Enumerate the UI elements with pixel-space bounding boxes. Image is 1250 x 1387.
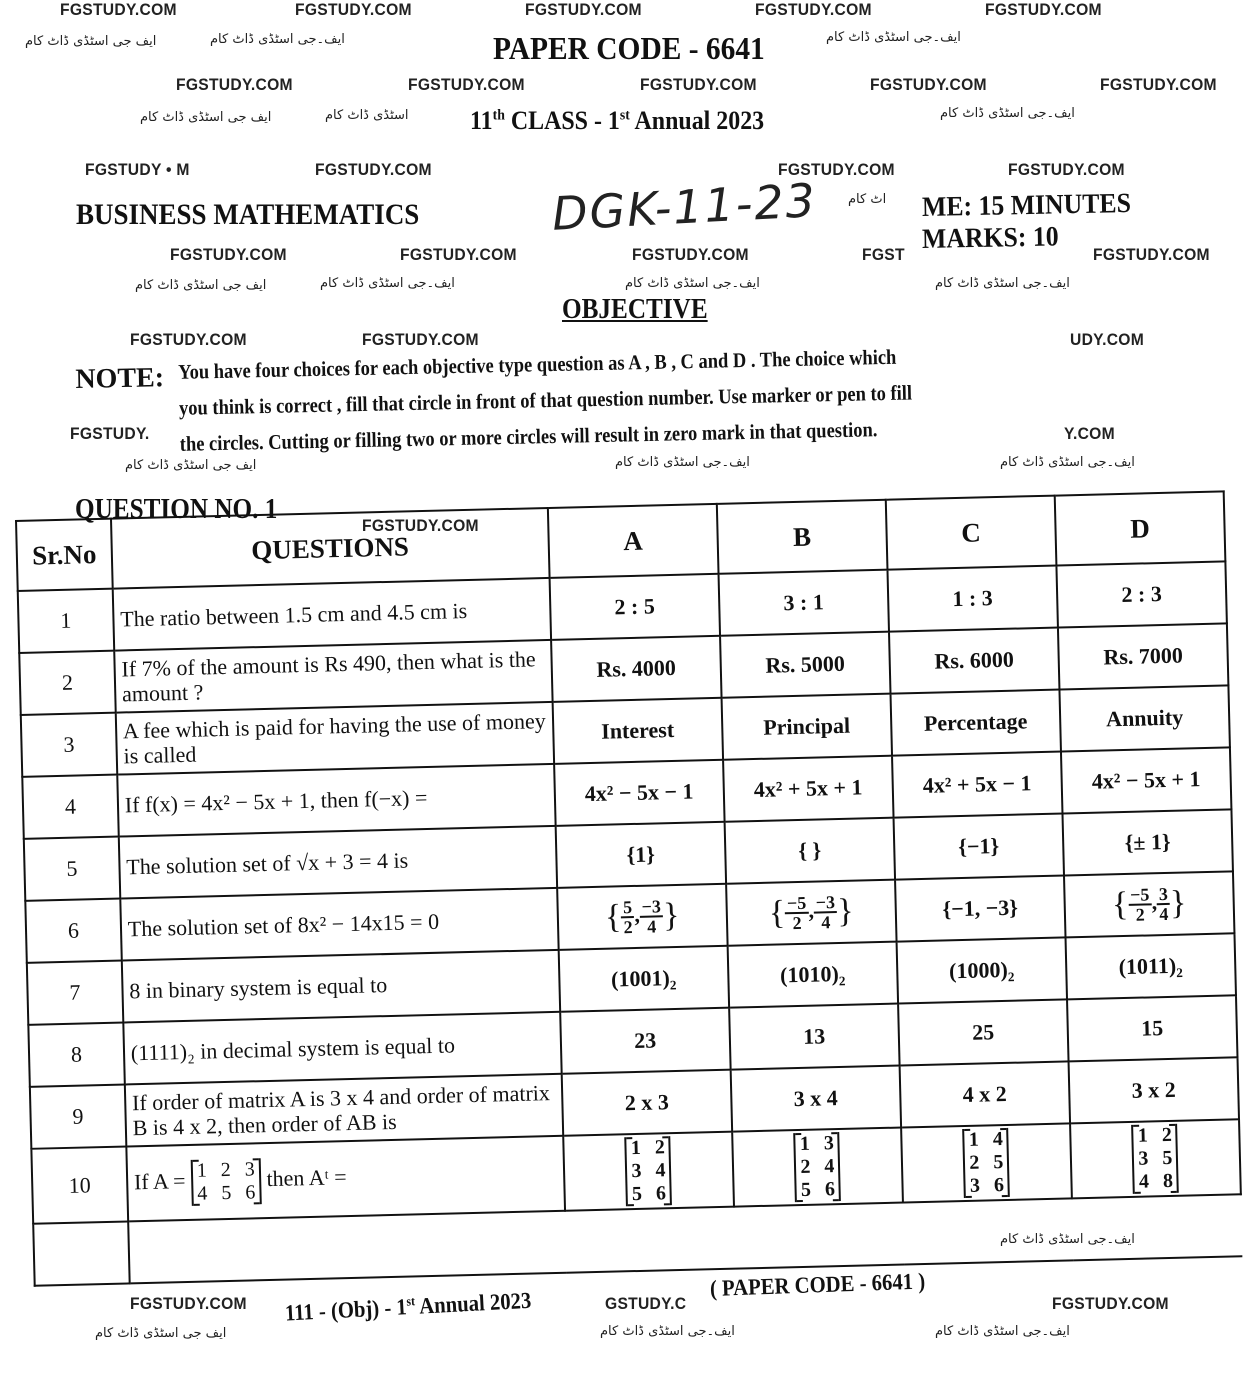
urdu-watermark: ایف جی اسٹڈی ڈاٹ کام — [125, 458, 257, 473]
watermark: FGSTUDY.COM — [362, 516, 479, 535]
question-number: 3 — [21, 713, 117, 777]
option-c[interactable]: Rs. 6000 — [889, 628, 1059, 694]
paper-code: PAPER CODE - 6641 — [493, 30, 765, 66]
urdu-watermark: ایف۔جی اسٹڈی ڈاٹ کام — [1000, 1232, 1135, 1247]
question-suffix: then Aᵗ = — [266, 1163, 347, 1191]
matrix-entry: 4 — [1138, 1170, 1150, 1193]
fraction — [813, 893, 837, 932]
matrix-entry: 2 — [1161, 1123, 1173, 1147]
brace-open: { — [1111, 885, 1129, 924]
header-option-b: B — [717, 500, 888, 574]
option-b[interactable]: Rs. 5000 — [720, 632, 890, 698]
option-c[interactable]: 1 : 3 — [887, 566, 1057, 632]
class-mid: CLASS - 1 — [504, 106, 620, 135]
option-d[interactable]: 15 — [1067, 995, 1238, 1061]
urdu-watermark: اٹ کام — [848, 192, 887, 207]
watermark: FGSTUDY.COM — [170, 245, 287, 264]
matrix-entry: 4 — [197, 1182, 208, 1205]
watermark: FGSTUDY.COM — [870, 75, 987, 94]
denominator: 2 — [623, 917, 633, 938]
option-b[interactable]: { $\frac{-5}{2}$ , $\frac{-3}{4}$ } — [726, 880, 896, 946]
numerator: −3 — [813, 893, 837, 914]
question-number: 7 — [27, 961, 123, 1025]
urdu-watermark: ایف جی اسٹڈی ڈاٹ کام — [25, 34, 157, 49]
matrix-entry: 1 — [1137, 1124, 1149, 1147]
question-number: 1 — [18, 589, 114, 653]
matrix-entry: 1 — [968, 1128, 980, 1151]
option-a[interactable]: Rs. 4000 — [551, 636, 721, 702]
option-c[interactable]: 4x² + 5x − 1 — [892, 752, 1062, 818]
watermark: FGSTUDY.COM — [315, 160, 432, 179]
option-c[interactable]: 25 — [898, 999, 1068, 1065]
denominator: 4 — [821, 912, 831, 933]
brace-close: } — [1169, 884, 1187, 922]
option-a[interactable]: 23 — [560, 1008, 730, 1074]
watermark: FGSTUDY. — [70, 424, 150, 443]
option-b[interactable]: (1010)₂ — [727, 942, 897, 1008]
option-c[interactable]: 4 x 2 — [899, 1061, 1069, 1127]
footer-code — [284, 1287, 532, 1327]
header-questions: QUESTIONS — [111, 508, 550, 589]
option-a[interactable]: 4x² − 5x − 1 — [554, 760, 724, 826]
note-line: you think is correct , fill that circle in front of that question number. Use marker or pen to fill — [178, 380, 913, 420]
header-option-d: D — [1055, 491, 1226, 565]
matrix-entry: 6 — [824, 1178, 836, 1201]
matrix-entry: 2 — [220, 1158, 232, 1181]
mcq-table — [15, 490, 1243, 1286]
watermark: FGSTUDY.COM — [176, 75, 293, 94]
matrix-entry: 1 — [196, 1159, 208, 1182]
option-a[interactable]: 2 x 3 — [562, 1070, 732, 1136]
option-a[interactable]: 2 : 5 — [549, 574, 719, 640]
numerator: −5 — [1128, 885, 1152, 906]
watermark: GSTUDY.C — [605, 1294, 687, 1313]
matrix — [1132, 1124, 1180, 1194]
question-text: If f(x) = 4x² − 5x + 1, then f(−x) = — [117, 764, 555, 837]
matrix-a — [191, 1158, 262, 1206]
watermark: FGSTUDY.COM — [362, 330, 479, 349]
watermark: FGSTUDY.COM — [400, 245, 517, 264]
matrix-entry: 2 — [969, 1151, 980, 1174]
urdu-watermark: ایف۔جی اسٹڈی ڈاٹ کام — [826, 30, 961, 45]
footer-year: Annual 2023 — [414, 1287, 532, 1319]
option-b[interactable]: 13 — [729, 1004, 899, 1070]
option-d[interactable] — [1070, 1119, 1241, 1198]
matrix-entry: 3 — [969, 1174, 981, 1197]
footer-sup: st — [406, 1293, 416, 1309]
brace-open: { — [768, 894, 786, 932]
option-a[interactable] — [563, 1132, 734, 1211]
footer-paper-code: ( PAPER CODE - 6641 ) — [709, 1268, 926, 1301]
question-text: If order of matrix A is 3 x 4 and order of matrix B is 4 x 2, then order of AB is — [125, 1074, 563, 1147]
matrix-entry: 5 — [993, 1151, 1004, 1174]
question-text: The solution set of 8x² − 14x15 = 0 — [120, 888, 558, 961]
option-a[interactable]: { $\frac{5}{2}$ , $\frac{-3}{4}$ } — [557, 884, 727, 950]
numerator: −3 — [639, 897, 663, 918]
watermark: FGSTUDY.COM — [1093, 245, 1210, 264]
urdu-watermark: اسٹڈی ڈاٹ کام — [325, 108, 409, 123]
watermark: FGSTUDY.COM — [130, 1294, 247, 1313]
footer-code-prefix: 111 - (Obj) - 1 — [284, 1294, 408, 1326]
matrix-entry: 3 — [631, 1159, 642, 1183]
option-d[interactable]: (1011)₂ — [1065, 933, 1236, 999]
note-line: You have four choices for each objective type question as A , B , C and D . The choice which — [178, 344, 897, 384]
matrix-entry: 3 — [1138, 1147, 1149, 1170]
question-number: 4 — [22, 775, 118, 839]
question-heading: QUESTION NO. 1 — [75, 494, 278, 525]
class-line — [470, 106, 764, 136]
question-text — [126, 1136, 565, 1222]
matrix — [625, 1136, 673, 1206]
option-a[interactable]: Interest — [552, 698, 722, 764]
header-srno: Sr.No — [16, 519, 112, 591]
option-d[interactable]: 3 x 2 — [1068, 1057, 1239, 1123]
matrix-entry: 6 — [993, 1174, 1005, 1197]
matrix-entry: 5 — [221, 1181, 232, 1204]
option-c[interactable] — [901, 1123, 1072, 1202]
denominator: 2 — [1135, 904, 1145, 925]
urdu-watermark: ایف۔جی اسٹڈی ڈاٹ کام — [940, 106, 1075, 121]
watermark: FGSTUDY.COM — [985, 0, 1102, 19]
question-text: The solution set of √x + 3 = 4 is — [119, 826, 557, 899]
watermark: FGSTUDY.COM — [525, 0, 642, 19]
header-option-c: C — [886, 496, 1057, 570]
option-d[interactable]: Annuity — [1059, 685, 1230, 751]
urdu-watermark: ایف جی اسٹڈی ڈاٹ کام — [140, 110, 272, 125]
urdu-watermark: ایف۔جی اسٹڈی ڈاٹ کام — [625, 276, 760, 291]
watermark: FGSTUDY.COM — [632, 245, 749, 264]
numerator: 3 — [1157, 885, 1170, 905]
option-b[interactable] — [732, 1128, 903, 1207]
watermark: FGSTUDY.COM — [60, 0, 177, 19]
denominator: 4 — [646, 916, 657, 937]
watermark: FGSTUDY.COM — [755, 0, 872, 19]
note-line: the circles. Cutting or filling two or more circles will result in zero mark in that question. — [179, 417, 878, 456]
question-text: If 7% of the amount is Rs 490, then what is the amount ? — [114, 640, 552, 713]
question-text: (1111)₂ in decimal system is equal to — [123, 1012, 561, 1085]
option-d[interactable]: 2 : 3 — [1056, 561, 1227, 627]
time-allowed: ME: 15 MINUTES — [921, 188, 1132, 223]
urdu-watermark: ایف جی اسٹڈی ڈاٹ کام — [95, 1326, 227, 1341]
matrix-entry: 5 — [800, 1178, 812, 1201]
question-number: 10 — [31, 1146, 128, 1223]
urdu-watermark: ایف۔جی اسٹڈی ڈاٹ کام — [210, 32, 345, 47]
question-text: The ratio between 1.5 cm and 4.5 cm is — [113, 578, 551, 651]
question-sheet — [15, 490, 1248, 1286]
class-sup: th — [492, 107, 505, 124]
option-c[interactable]: {−1} — [893, 813, 1063, 879]
fraction — [639, 897, 663, 936]
note-label: NOTE: — [75, 362, 165, 395]
option-b[interactable]: 3 : 1 — [718, 570, 888, 636]
handwritten-code: DGK-11-23 — [550, 173, 819, 241]
matrix-entry: 6 — [245, 1180, 256, 1204]
urdu-watermark: ایف۔جی اسٹڈی ڈاٹ کام — [600, 1324, 735, 1339]
option-d[interactable]: 4x² − 5x + 1 — [1061, 747, 1232, 813]
annual-year: Annual 2023 — [629, 106, 765, 135]
denominator: 4 — [1159, 903, 1169, 925]
option-a[interactable]: (1001)₂ — [558, 946, 728, 1012]
option-b[interactable]: 4x² + 5x + 1 — [723, 756, 893, 822]
fraction — [1128, 885, 1152, 924]
urdu-watermark: ایف۔جی اسٹڈی ڈاٹ کام — [935, 1324, 1070, 1339]
matrix — [794, 1132, 842, 1202]
watermark: FGSTUDY.COM — [295, 0, 412, 19]
watermark: FGSTUDY.COM — [1052, 1294, 1169, 1313]
urdu-watermark: ایف۔جی اسٹڈی ڈاٹ کام — [1000, 455, 1135, 470]
header-option-a: A — [548, 504, 719, 578]
section-objective: OBJECTIVE — [562, 294, 708, 325]
option-d[interactable]: { $\frac{-5}{2}$ , $\frac{3}{4}$ } — [1064, 871, 1235, 937]
fraction — [785, 894, 809, 933]
fraction — [621, 898, 635, 936]
brace-close: } — [836, 892, 854, 931]
watermark: FGSTUDY.COM — [130, 330, 247, 349]
option-b[interactable]: 3 x 4 — [731, 1066, 901, 1132]
class-number: 11 — [470, 106, 493, 135]
watermark: FGSTUDY • M — [85, 160, 190, 179]
option-d[interactable]: {± 1} — [1062, 809, 1233, 875]
question-number: 8 — [28, 1023, 124, 1087]
watermark: FGSTUDY.COM — [778, 160, 895, 179]
question-number: 5 — [24, 837, 120, 901]
matrix-entry: 8 — [1162, 1169, 1174, 1193]
numerator: 5 — [621, 898, 634, 918]
watermark: FGSTUDY.COM — [640, 75, 757, 94]
matrix-entry: 1 — [799, 1132, 811, 1156]
option-d[interactable]: Rs. 7000 — [1058, 623, 1229, 689]
option-c[interactable]: {−1, −3} — [895, 875, 1065, 941]
urdu-watermark: ایف جی اسٹڈی ڈاٹ کام — [135, 278, 267, 293]
matrix-entry: 5 — [1162, 1146, 1173, 1170]
question-number: 2 — [19, 651, 115, 715]
option-b[interactable]: Principal — [721, 694, 891, 760]
watermark: FGSTUDY.COM — [1100, 75, 1217, 94]
matrix-entry: 3 — [823, 1132, 835, 1155]
urdu-watermark: ایف۔جی اسٹڈی ڈاٹ کام — [935, 276, 1070, 291]
option-c[interactable]: Percentage — [890, 690, 1060, 756]
brace-open: { — [604, 898, 622, 936]
matrix-entry: 4 — [824, 1155, 835, 1178]
brace-close: } — [662, 896, 680, 935]
matrix-entry: 4 — [992, 1128, 1004, 1151]
question-prefix: If A = — [133, 1167, 186, 1194]
question-text: 8 in binary system is equal to — [122, 950, 560, 1023]
matrix-entry: 2 — [654, 1136, 666, 1159]
question-text: A fee which is paid for having the use of money is called — [116, 702, 554, 775]
question-number: 9 — [30, 1084, 126, 1148]
option-a[interactable]: {1} — [555, 822, 725, 888]
annual-sup: st — [619, 107, 630, 124]
watermark: FGST — [862, 245, 905, 264]
watermark: Y.COM — [1064, 424, 1115, 443]
urdu-watermark: ایف۔جی اسٹڈی ڈاٹ کام — [615, 455, 750, 470]
option-b[interactable]: { } — [724, 818, 894, 884]
subject-title: BUSINESS MATHEMATICS — [76, 198, 420, 231]
matrix-entry: 6 — [655, 1182, 667, 1205]
matrix-entry: 3 — [244, 1157, 256, 1181]
option-c[interactable]: (1000)₂ — [896, 937, 1066, 1003]
spacer-cell — [33, 1221, 129, 1285]
watermark: UDY.COM — [1070, 330, 1145, 349]
matrix-entry: 2 — [800, 1155, 811, 1179]
numerator: −5 — [785, 894, 809, 915]
total-marks: MARKS: 10 — [921, 221, 1059, 255]
question-number: 6 — [25, 899, 121, 963]
matrix-entry: 4 — [655, 1159, 666, 1182]
matrix-entry: 1 — [630, 1136, 642, 1160]
denominator: 2 — [792, 912, 802, 934]
watermark: FGSTUDY.COM — [1008, 160, 1125, 179]
watermark: FGSTUDY.COM — [408, 75, 525, 94]
urdu-watermark: ایف۔جی اسٹڈی ڈاٹ کام — [320, 276, 455, 291]
matrix-entry: 5 — [631, 1182, 643, 1206]
matrix — [963, 1128, 1011, 1198]
